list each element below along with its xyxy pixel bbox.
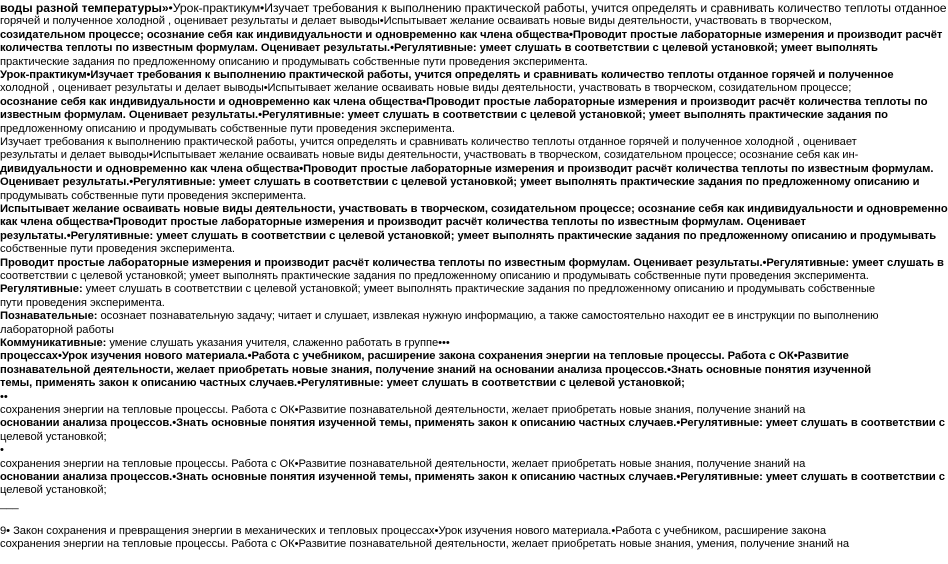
text-segment: сохранения энергии на тепловые процессы. Работа с ОК•Развитие познавательной деятельности, желает приобретать новые знания, получение знаний на (0, 404, 806, 416)
text-segment: Коммуникативные: (0, 337, 107, 349)
text-segment: 9• Закон сохранения и превращения энергии в механических и тепловых процессах•Урок изучения нового материала.•Работа с учебником, расширение закона (0, 524, 827, 537)
text-segment: осознание себя как индивидуальности и одновременно как члена общества•Проводит простые лабораторные измерения и производит расчёт количества теплоты по (0, 95, 928, 108)
text-segment: количества теплоты по известным формулам. Оценивает результаты.•Регулятивные: умеет слушать в соответствии с целевой установкой; умеет выполнять (0, 42, 878, 55)
text-segment: ___ (0, 497, 19, 510)
text-segment: сохранения энергии на тепловые процессы. Работа с ОК•Развитие познавательной деятельности, желает приобретать новые знания, умения, получение знаний на (0, 538, 849, 550)
text-segment: предложенному описанию и продумывать собственные пути проведения эксперимента. (0, 122, 455, 135)
text-segment: соответствии с целевой установкой; умеет выполнять практические задания по предложенному описанию и продумывать собственные пути проведения эксперимента. (0, 270, 869, 282)
text-segment: познавательной деятельности, желает приобретать новые знания, получение знаний на основании анализа процессов.•Знать основные понятия изученной (0, 363, 872, 376)
text-segment: пути проведения эксперимента. (0, 296, 165, 309)
text-segment: Оценивает результаты.•Регулятивные: умеет слушать в соответствии с целевой установкой; умеет выполнять практические задания по предложенному описанию и (0, 176, 920, 189)
text-segment: умение слушать указания учителя, слаженно работать в группе••• (106, 337, 450, 349)
text-segment: результаты.•Регулятивные: умеет слушать в соответствии с целевой установкой; умеет выполнять практические задания по предложенному описанию и продумывать (0, 229, 937, 242)
text-segment: известным формулам. Оценивает результаты.•Регулятивные: умеет слушать в соответствии с целевой установкой; умеет выполнять практические задания по (0, 109, 888, 122)
text-segment: целевой установкой; (0, 484, 107, 497)
text-segment: воды разной температуры» (0, 1, 169, 15)
text-segment: осознает познавательную задачу; читает и слушает, извлекая нужную информацию, а также самостоятельно находит ее в инструкции по выполнению (97, 310, 879, 323)
text-segment: сохранения энергии на тепловые процессы. Работа с ОК•Развитие познавательной деятельности, желает приобретать новые знания, получение знаний на (0, 457, 806, 470)
text-segment: дивидуальности и одновременно как члена общества•Проводит простые лабораторные измерения и производит расчёт количества теплоты по известным формулам. (0, 162, 934, 175)
text-segment: Изучает требования к выполнению практической работы, учится определять и сравнивать количество теплоты отданное горячей и полученное холодной , оценивает (0, 136, 857, 148)
text-segment: лабораторной работы (0, 323, 114, 336)
text-segment: Испытывает желание осваивать новые виды деятельности, участвовать в творческом, созидательном процессе; осознание себя как индивидуальности и одновременно (0, 203, 948, 215)
text-segment: умеет слушать в соответствии с целевой установкой; умеет выполнять практические задания по предложенному описанию и продумывать собственные (82, 283, 876, 296)
text-segment: • (0, 444, 4, 457)
text-segment: Познавательные: (0, 310, 98, 323)
text-segment: Регулятивные: (0, 283, 83, 296)
text-segment: созидательном процессе; осознание себя как индивидуальности и одновременно как члена общества•Проводит простые лабораторные измерения и производит расчёт (0, 28, 943, 41)
text-segment: собственные пути проведения эксперимента. (0, 243, 235, 256)
text-segment: горячей и полученное холодной , оценивает результаты и делает выводы•Испытывает желание осваивать новые виды деятельности, участвовать в творческом, (0, 15, 832, 28)
text-segment: темы, применять закон к описанию частных случаев.•Регулятивные: умеет слушать в соответствии с целевой установкой; (0, 377, 685, 390)
text-segment: как члена общества•Проводит простые лабораторные измерения и производит расчёт количества теплоты по известным формулам. Оценивает (0, 216, 806, 229)
text-segment: процессах•Урок изучения нового материала.•Работа с учебником, расширение закона сохранения энергии на тепловые процессы. Работа с ОК•Развитие (0, 350, 849, 363)
text-segment: основании анализа процессов.•Знать основные понятия изученной темы, применять закон к описанию частных случаев.•Регулятивные: умеет слушать в соответствии с (0, 471, 945, 483)
text-segment: Проводит простые лабораторные измерения и производит расчёт количества теплоты по известным формулам. Оценивает результаты.•Регулятивные: умеет слушать в (0, 256, 944, 269)
text-segment: целевой установкой; (0, 430, 107, 443)
text-segment: Урок-практикум•Изучает требования к выполнению практической работы, учится определять и сравнивать количество теплоты отданное горячей и полученное (0, 69, 894, 81)
text-line (0, 497, 816, 512)
text-segment: холодной , оценивает результаты и делает выводы•Испытывает желание осваивать новые виды деятельности, участвовать в творческом, созидательном процессе; (0, 82, 852, 95)
text-segment: результаты и делает выводы•Испытывает желание осваивать новые виды деятельности, участвовать в творческом, созидательном процессе; осознание себя как ин- (0, 149, 859, 162)
text-segment: •• (0, 390, 8, 403)
text-line (0, 537, 849, 552)
text-segment: основании анализа процессов.•Знать основные понятия изученной темы, применять закон к описанию частных случаев.•Регулятивные: умеет слушать в соответствии с (0, 417, 945, 430)
text-segment: •Урок-практикум•Изучает требования к выполнению практической работы, учится определять и сравнивать количество теплоты отданное (168, 1, 947, 15)
text-segment: практические задания по предложенному описанию и продумывать собственные пути проведения эксперимента. (0, 55, 588, 68)
text-segment: продумывать собственные пути проведения эксперимента. (0, 189, 307, 202)
